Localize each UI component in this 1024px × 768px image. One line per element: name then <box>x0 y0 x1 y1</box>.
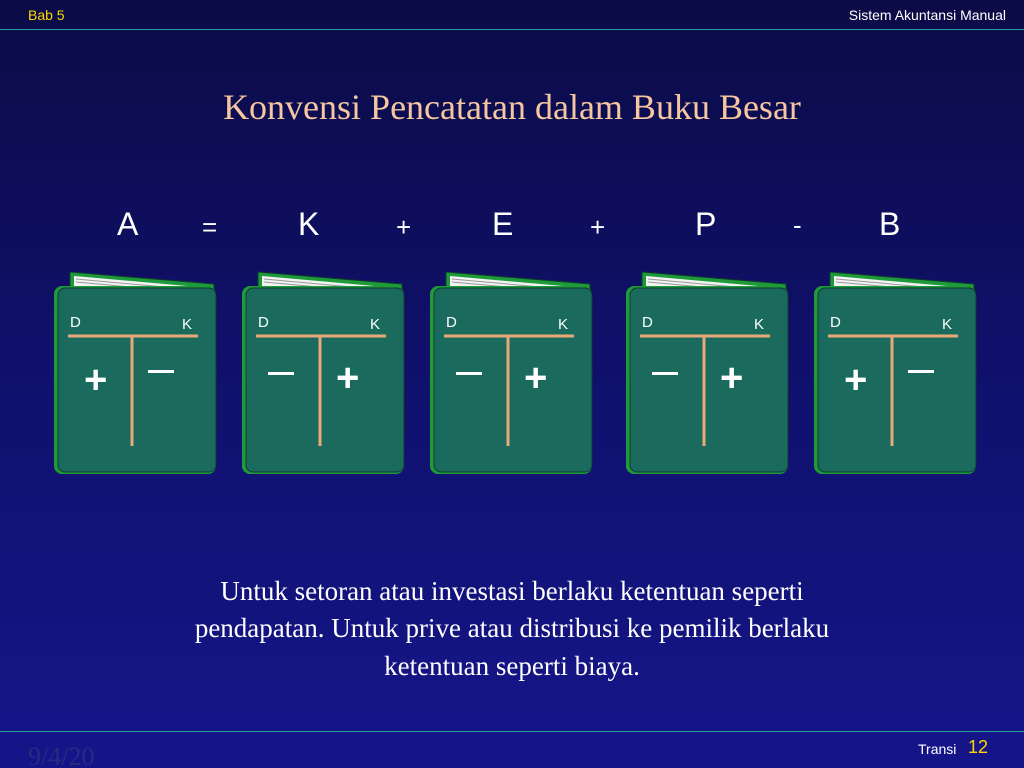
debit-sign-minus <box>268 372 294 375</box>
credit-sign-plus: + <box>336 356 360 400</box>
debit-label: D <box>830 314 841 331</box>
credit-label: K <box>558 316 569 333</box>
credit-sign-minus <box>908 370 934 373</box>
ledger-book <box>624 268 796 478</box>
equation-liability: K <box>298 206 320 242</box>
equation-expense: B <box>879 206 901 242</box>
credit-sign-plus: + <box>524 356 548 400</box>
credit-label: K <box>942 316 953 333</box>
equation-revenue: P <box>695 206 717 242</box>
book-icon <box>240 268 412 478</box>
equation-equity: E <box>492 206 514 242</box>
footer-rule <box>0 731 1024 732</box>
book-icon <box>52 268 224 478</box>
equation-minus: - <box>793 210 802 240</box>
debit-sign-plus: + <box>844 358 868 402</box>
course-title: Sistem Akuntansi Manual <box>848 7 1006 23</box>
caption <box>90 573 934 685</box>
ledger-book <box>52 268 224 478</box>
debit-label: D <box>446 314 457 331</box>
chapter-label: Bab 5 <box>28 7 65 23</box>
ledger-book <box>428 268 600 478</box>
credit-sign-plus: + <box>720 356 744 400</box>
ledger-book <box>812 268 984 478</box>
book-icon <box>624 268 796 478</box>
debit-label: D <box>642 314 653 331</box>
book-icon <box>428 268 600 478</box>
credit-label: K <box>754 316 765 333</box>
caption-line-2: pendapatan. Untuk prive atau distribusi ke pemilik berlaku <box>194 613 830 644</box>
ledger-book <box>240 268 412 478</box>
debit-label: D <box>70 314 81 331</box>
debit-sign-minus <box>456 372 482 375</box>
credit-label: K <box>370 316 381 333</box>
header-bar <box>0 0 1024 30</box>
slide-title: Konvensi Pencatatan dalam Buku Besar <box>223 87 801 127</box>
book-icon <box>812 268 984 478</box>
equation-asset: A <box>117 206 139 242</box>
footer-label: Transi <box>918 741 957 757</box>
debit-sign-plus: + <box>84 358 108 402</box>
debit-sign-minus <box>652 372 678 375</box>
caption-line-3: ketentuan seperti biaya. <box>384 650 640 681</box>
credit-sign-minus <box>148 370 174 373</box>
equation-plus-2: + <box>590 212 606 242</box>
equation-plus-1: + <box>396 212 412 242</box>
caption-line-1: Untuk setoran atau investasi berlaku ketentuan seperti <box>220 576 804 606</box>
page-number: 12 <box>968 737 989 757</box>
debit-label: D <box>258 314 269 331</box>
footer-date: 9/4/20 <box>28 742 95 768</box>
equation-equals: = <box>202 212 218 242</box>
credit-label: K <box>182 316 193 333</box>
